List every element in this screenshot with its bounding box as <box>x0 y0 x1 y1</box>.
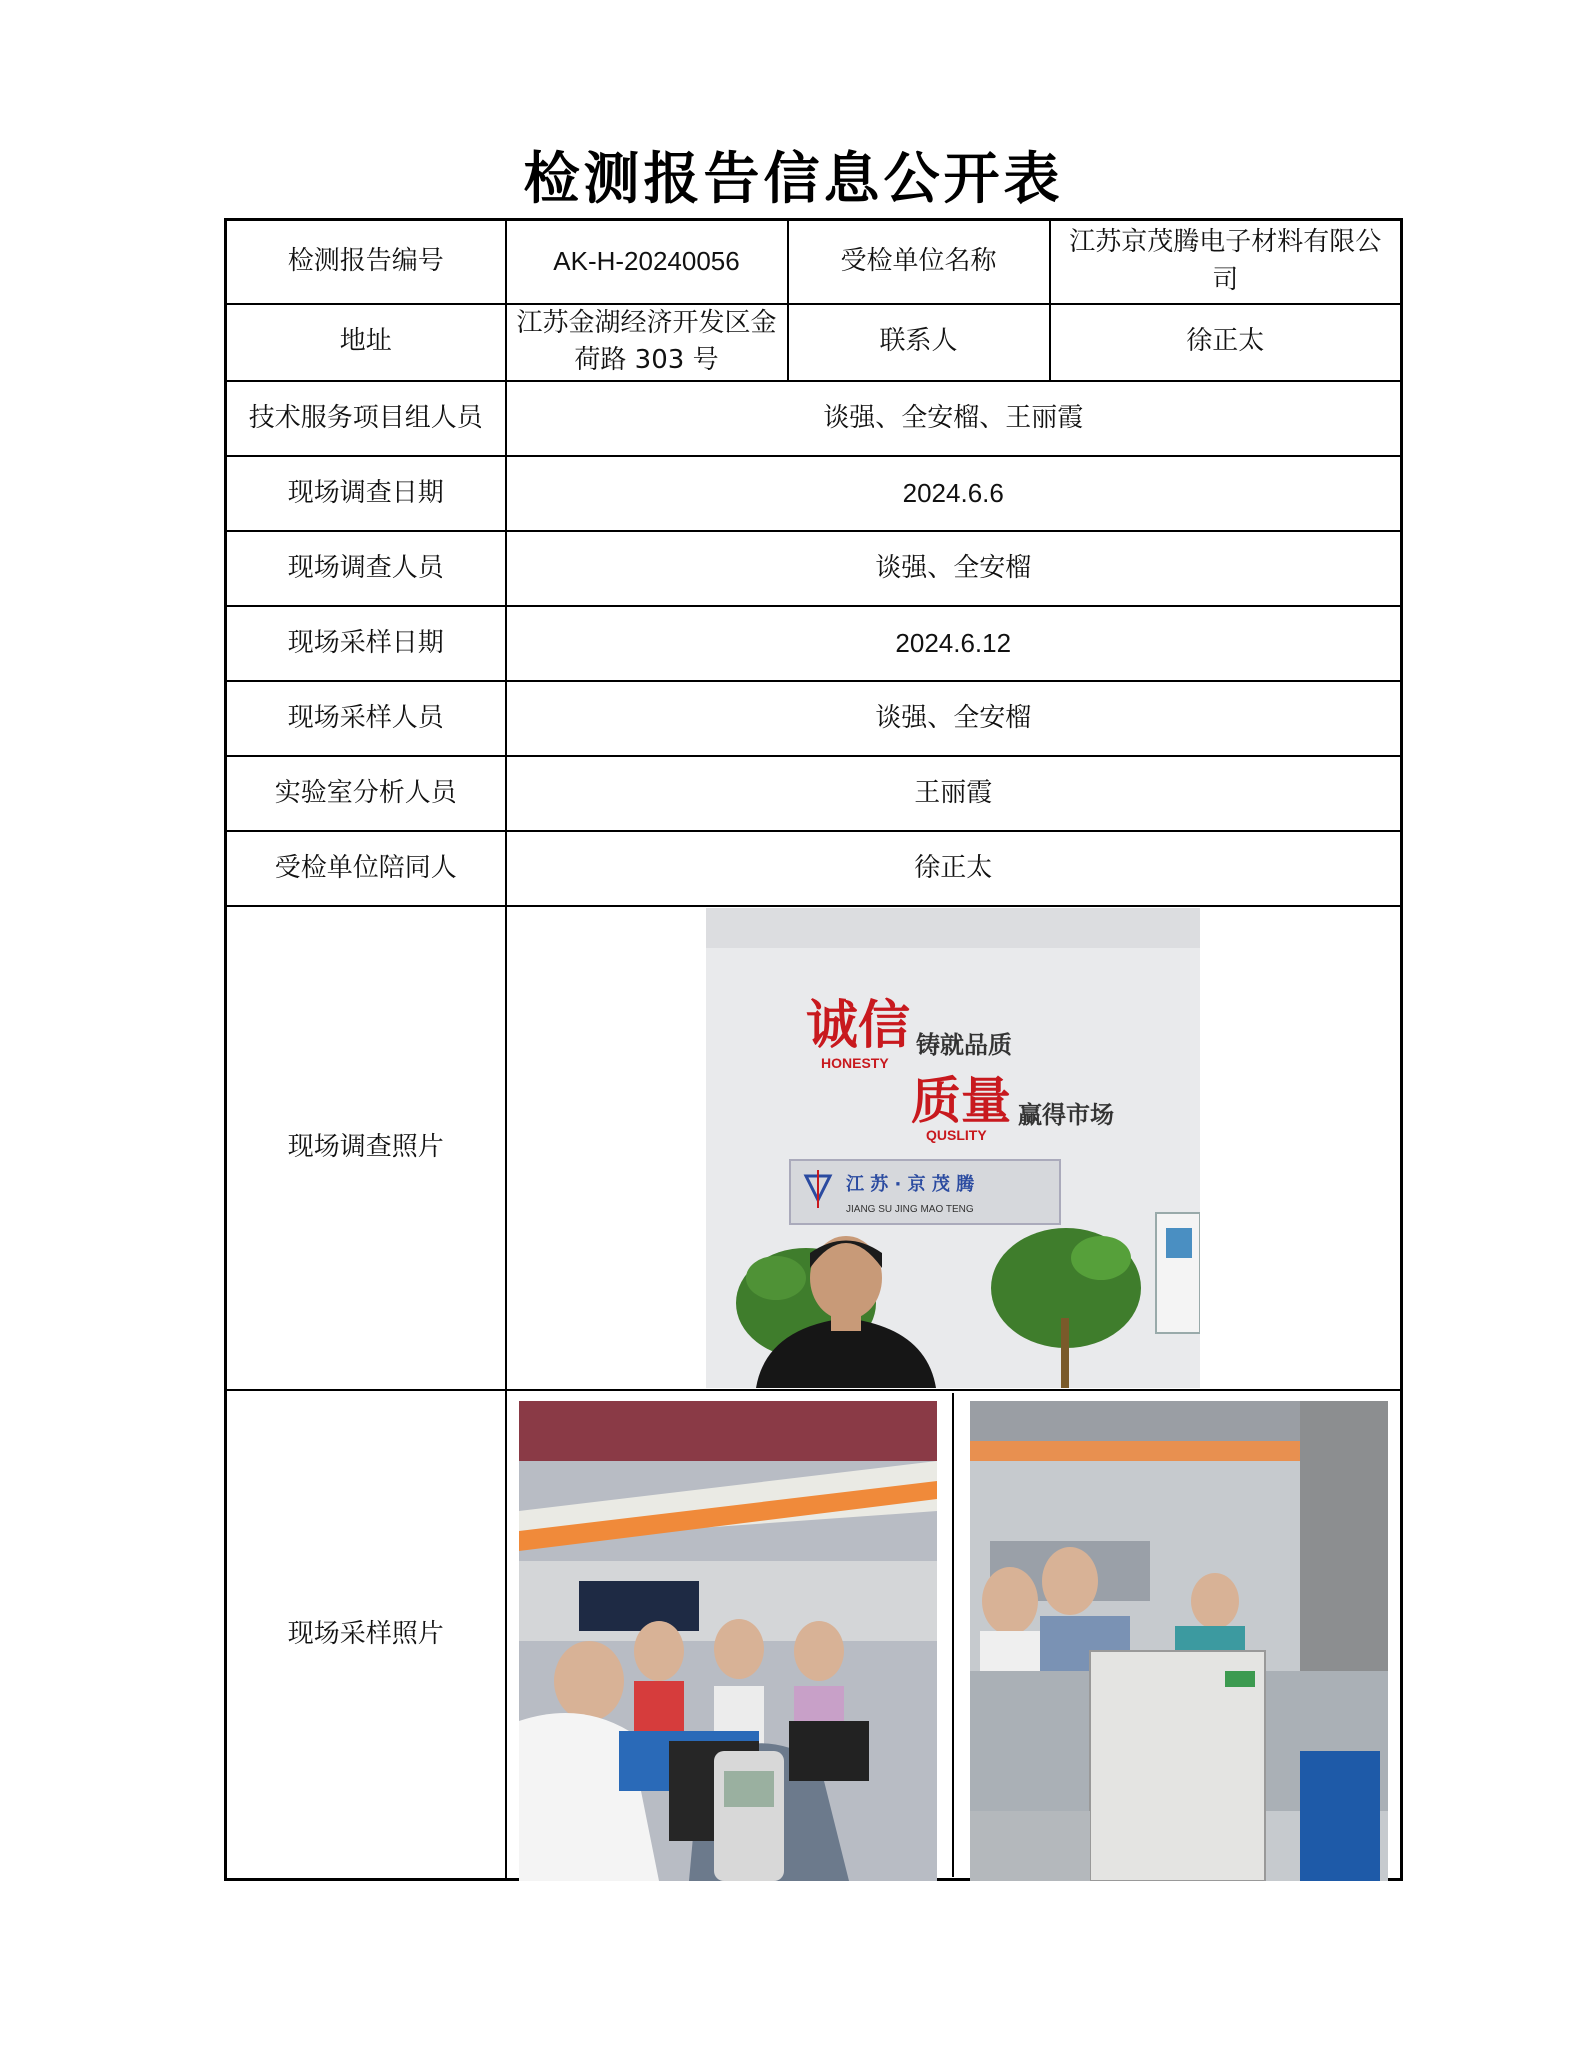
table-row <box>226 756 1402 831</box>
survey-date-value: 2024.6.6 <box>506 456 1402 531</box>
survey-staff-value: 谈强、全安榴 <box>506 531 1402 606</box>
table-row <box>226 606 1402 681</box>
sampling-photo-2 <box>970 1401 1388 1881</box>
report-no-value: AK-H-20240056 <box>506 220 788 304</box>
sampling-date-value: 2024.6.12 <box>506 606 1402 681</box>
contact-value: 徐正太 <box>1050 304 1402 381</box>
survey-staff-label: 现场调查人员 <box>226 531 506 606</box>
table-row <box>226 831 1402 906</box>
report-no-label: 检测报告编号 <box>226 220 506 304</box>
lab-staff-value: 王丽霞 <box>506 756 1402 831</box>
survey-photo-label: 现场调查照片 <box>226 906 506 1390</box>
wall-slogan-2: 质量 <box>911 1071 1012 1130</box>
address-label: 地址 <box>226 304 506 381</box>
table-row <box>226 220 1402 304</box>
wall-slogan-1-en: HONESTY <box>821 1054 889 1071</box>
table-row <box>226 531 1402 606</box>
unit-name-label: 受检单位名称 <box>788 220 1050 304</box>
sampling-staff-value: 谈强、全安榴 <box>506 681 1402 756</box>
report-table <box>224 218 1403 1881</box>
lab-staff-label: 实验室分析人员 <box>226 756 506 831</box>
escort-label: 受检单位陪同人 <box>226 831 506 906</box>
team-label: 技术服务项目组人员 <box>226 381 506 456</box>
sampling-staff-label: 现场采样人员 <box>226 681 506 756</box>
table-row <box>226 681 1402 756</box>
table-row <box>226 304 1402 381</box>
survey-photo <box>706 908 1200 1388</box>
table-row <box>226 906 1402 1390</box>
team-value: 谈强、全安榴、王丽霞 <box>506 381 1402 456</box>
photo-divider <box>952 1393 954 1877</box>
unit-name-value: 江苏京茂腾电子材料有限公司 <box>1050 220 1402 304</box>
table-row <box>226 456 1402 531</box>
page-title: 检测报告信息公开表 <box>523 147 1064 212</box>
table-row <box>226 381 1402 456</box>
escort-value: 徐正太 <box>506 831 1402 906</box>
plaque-en: JIANG SU JING MAO TENG <box>846 1203 974 1215</box>
sampling-date-label: 现场采样日期 <box>226 606 506 681</box>
wall-slogan-2b: 赢得市场 <box>1018 1100 1115 1129</box>
sampling-photos-row <box>507 1393 1401 1877</box>
sampling-photo-1 <box>519 1401 937 1881</box>
table-row <box>226 1390 1402 1880</box>
contact-label: 联系人 <box>788 304 1050 381</box>
wall-slogan-1: 诚信 <box>806 995 911 1056</box>
wall-slogan-2-en: QUSLITY <box>926 1126 987 1143</box>
sampling-photo-label: 现场采样照片 <box>226 1390 506 1880</box>
survey-photo-cell <box>506 906 1402 1390</box>
survey-date-label: 现场调查日期 <box>226 456 506 531</box>
sampling-photo-cell <box>506 1390 1402 1880</box>
address-value: 江苏金湖经济开发区金荷路 303 号 <box>506 304 788 381</box>
wall-slogan-1b: 铸就品质 <box>916 1030 1013 1059</box>
plaque-cn: 江 苏 · 京 茂 腾 <box>846 1173 975 1195</box>
